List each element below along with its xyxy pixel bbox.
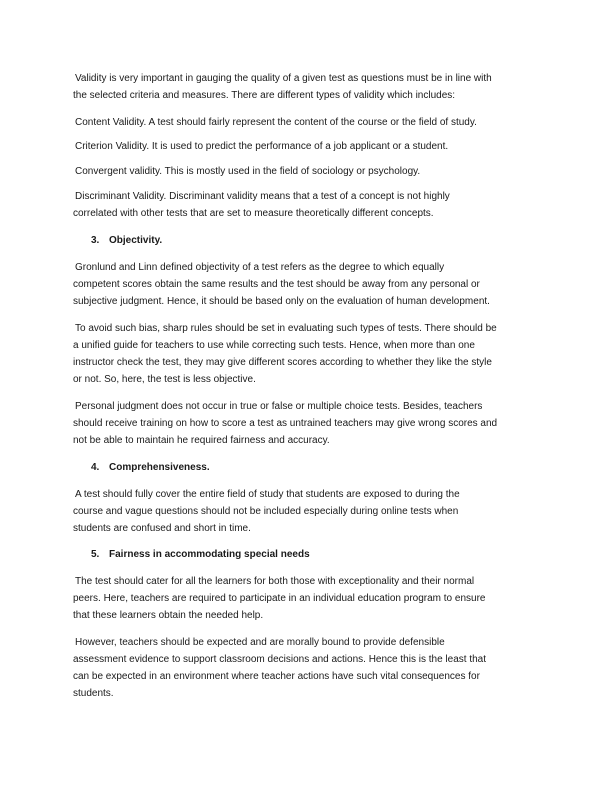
paragraph-avoid-bias [73, 320, 497, 388]
heading-number: 5. [91, 549, 100, 560]
text-line: Convergent validity. This is mostly used in the field of sociology or psychology. [75, 166, 421, 177]
text-line: assessment evidence to support classroom decisions and actions. Hence this is the least that [73, 654, 486, 665]
text-line: or not. So, here, the test is less objective. [73, 374, 256, 385]
paragraph-content-validity [73, 114, 477, 131]
text-line: The test should cater for all the learners for both those with exceptionality and their normal [75, 576, 475, 587]
heading-number: 4. [91, 462, 100, 473]
text-line: course and vague questions should not be included especially during online tests when [73, 506, 459, 517]
paragraph-objectivity-definition [73, 259, 490, 310]
text-line: that these learners obtain the needed help. [73, 610, 264, 621]
heading-title: Comprehensiveness. [109, 462, 210, 473]
text-line: can be expected in an environment where teacher actions have such vital consequences for [73, 671, 480, 682]
text-line: the selected criteria and measures. There are different types of validity which includes: [73, 90, 456, 101]
text-line: correlated with other tests that are set to measure theoretically different concepts. [73, 208, 434, 219]
text-line: A test should fully cover the entire field of study that students are exposed to during the [75, 489, 460, 500]
paragraph-validity-intro [73, 70, 492, 104]
heading-title: Fairness in accommodating special needs [109, 549, 310, 560]
text-line: instructor check the test, they may give different scores according to whether they like the style [73, 357, 492, 368]
text-line: To avoid such bias, sharp rules should be set in evaluating such types of tests. There should be [75, 323, 497, 334]
text-line: Content Validity. A test should fairly represent the content of the course or the field of study. [75, 117, 477, 128]
paragraph-criterion-validity [73, 138, 448, 155]
text-line: not be able to maintain he required fairness and accuracy. [73, 435, 330, 446]
heading-comprehensiveness [91, 459, 210, 476]
heading-fairness [91, 546, 310, 563]
text-line: students. [73, 688, 114, 699]
paragraph-teachers-expected [73, 634, 486, 702]
paragraph-comprehensiveness [73, 486, 460, 537]
paragraph-personal-judgment [73, 398, 497, 449]
text-line: competent scores obtain the same results and the test should be away from any personal or [73, 279, 480, 290]
text-line: peers. Here, teachers are required to participate in an individual education program to ensure [73, 593, 486, 604]
paragraph-cater-learners [73, 573, 485, 624]
text-line: However, teachers should be expected and are morally bound to provide defensible [75, 637, 445, 648]
text-line: Gronlund and Linn defined objectivity of a test refers as the degree to which equally [75, 262, 445, 273]
text-line: subjective judgment. Hence, it should be based only on the evaluation of human development. [73, 296, 490, 307]
text-line: a unified guide for teachers to use while correcting such tests. Hence, when more than one [73, 340, 475, 351]
text-line: Personal judgment does not occur in true or false or multiple choice tests. Besides, teachers [75, 401, 483, 412]
heading-objectivity [91, 232, 162, 249]
heading-title: Objectivity. [109, 235, 163, 246]
paragraph-convergent-validity [73, 163, 420, 180]
paragraph-discriminant-validity [73, 188, 450, 222]
text-line: Discriminant Validity. Discriminant validity means that a test of a concept is not highly [75, 191, 450, 202]
text-line: students are confused and short in time. [73, 523, 251, 534]
text-line: Criterion Validity. It is used to predict the performance of a job applicant or a student. [75, 141, 449, 152]
text-line: should receive training on how to score a test as untrained teachers may give wrong scores and [73, 418, 498, 429]
text-line: Validity is very important in gauging the quality of a given test as questions must be in line with [75, 73, 492, 84]
heading-number: 3. [91, 235, 100, 246]
